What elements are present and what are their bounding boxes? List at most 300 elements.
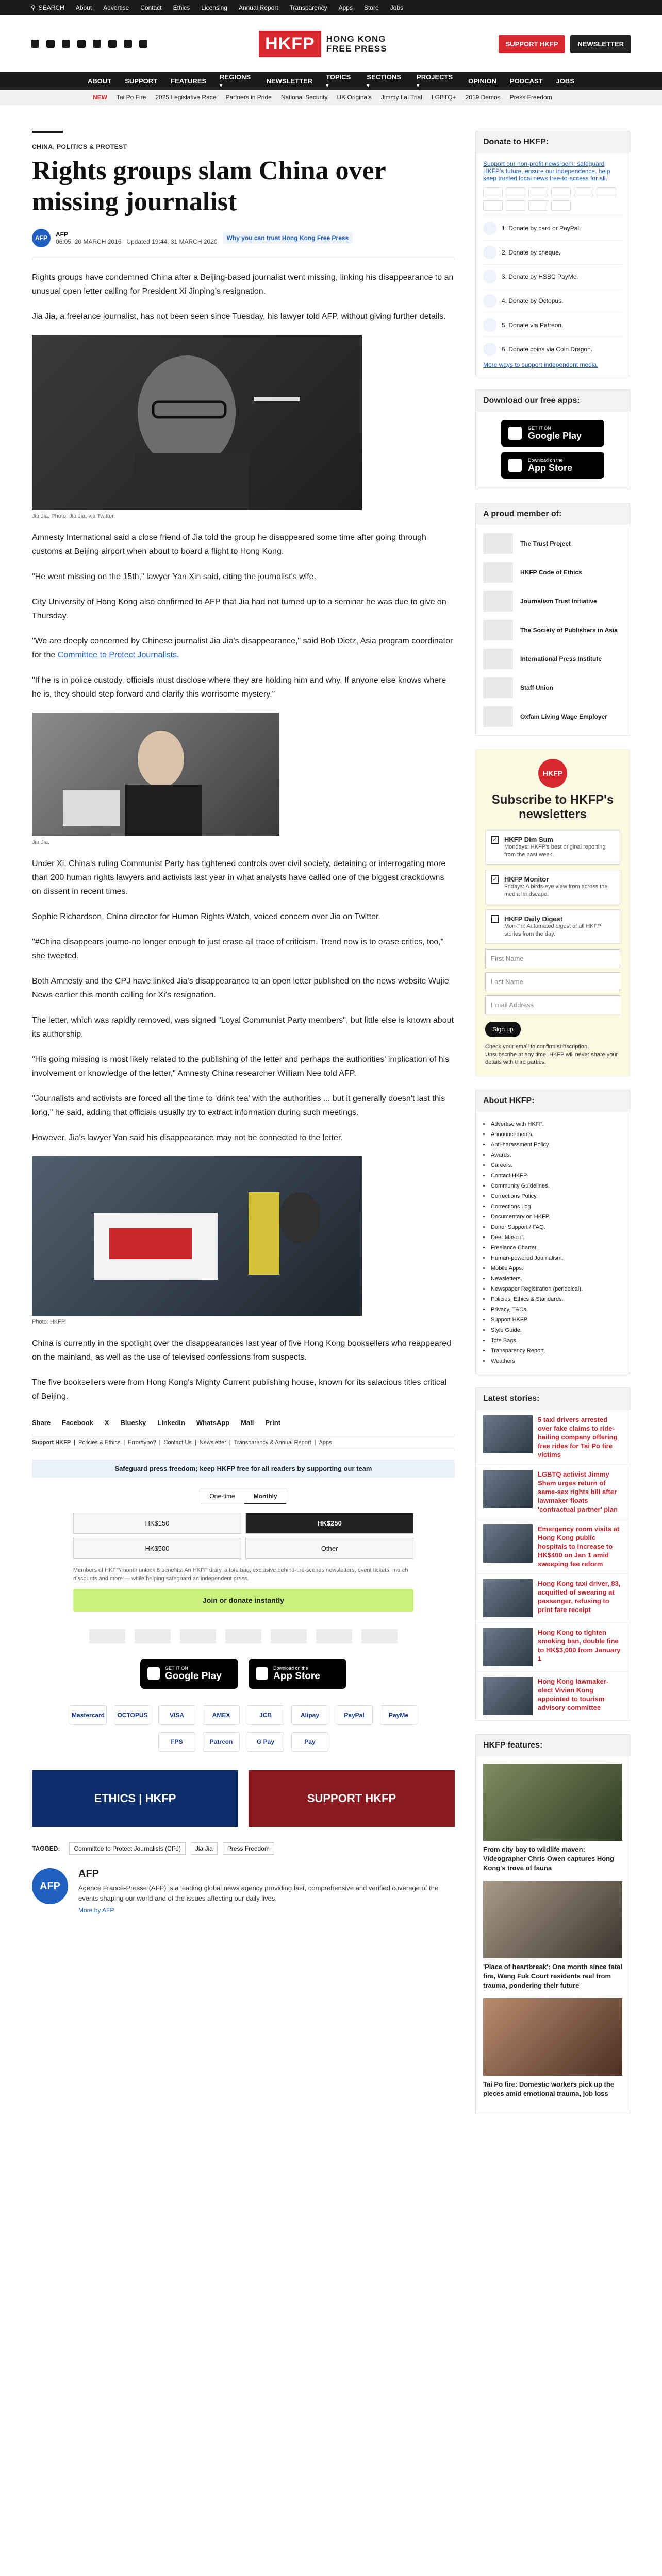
member-item[interactable] [476,673,630,702]
amex-icon [528,187,548,197]
more-by-author-link[interactable]: More by AFP [78,1907,114,1914]
nav-item[interactable]: FEATURES [171,77,207,85]
article-paragraph: "He went missing on the 15th," lawyer Yan Xin said, citing the journalist's wife. [32,572,316,581]
article-paragraph: China is currently in the spotlight over the disappearances last year of five Hong Kong booksellers who reappeared on the mainland, as well as the use of televised confessions from suspects. [32,1339,451,1362]
story-item[interactable] [476,1671,630,1720]
article-paragraph: Both Amnesty and the CPJ have linked Jia's disappearance to an open letter published on the news website Wujie News earlier this month calling for Xi's resignation. [32,977,449,999]
topbar-link[interactable]: Advertise [103,4,129,11]
app-store-small: Download on the [273,1666,308,1671]
about-link[interactable]: • Donor Support / FAQ. [483,1222,622,1232]
membership-logos-row [32,1622,455,1651]
topbar-link[interactable]: Ethics [173,4,190,11]
octopus-icon[interactable]: OCTOPUS [114,1705,151,1725]
nav-item[interactable]: SECTIONS ▾ [367,73,403,89]
topbar-link[interactable]: Contact [140,4,162,11]
app-store-buttons [32,1651,455,1697]
author-avatar[interactable]: AFP [32,229,51,247]
article-photo-jia-jia [32,335,362,510]
google-play-label: Google Play [165,1671,222,1682]
article-category[interactable]: CHINA, POLITICS & PROTEST [32,143,127,150]
trending-link[interactable]: 2019 Demos [465,94,501,101]
payment-logos [483,187,622,211]
member-logo [483,533,513,554]
updated-date: Updated 19:44, 31 MARCH 2020 [126,238,218,245]
freq-one-time[interactable]: One-time [209,1493,235,1500]
feature-image[interactable] [483,1881,622,1958]
logo-name [326,34,387,54]
ethics-logo [135,1629,171,1643]
feature-title[interactable]: From city boy to wildlife maven: Videographer Chris Owen captures Hong Kong's trove of fauna [483,1845,615,1872]
fps-icon[interactable]: FPS [158,1732,195,1752]
donate-option-label: 3. Donate by HSBC PayMe. [502,273,578,280]
mastercard-icon[interactable]: Mastercard [70,1705,107,1725]
member-logo [483,591,513,612]
alipay-icon[interactable]: Alipay [291,1705,328,1725]
logo-line-1: HONG KONG [326,34,386,44]
member-item[interactable] [476,587,630,616]
nav-item[interactable]: TOPICS ▾ [326,73,353,89]
story-title[interactable]: Emergency room visits at Hong Kong public hospitals to increase to HK$400 on Jan 1 amid sweeping fee reform [538,1525,620,1568]
amex-icon[interactable]: AMEX [203,1705,240,1725]
member-name: HKFP Code of Ethics [520,569,582,576]
story-item[interactable] [476,1573,630,1622]
member-logo [483,620,513,640]
share-mail[interactable]: Mail [241,1419,254,1427]
trending-link[interactable]: Jimmy Lai Trial [380,94,422,101]
jcb-icon [551,187,571,197]
story-title[interactable]: LGBTQ activist Jimmy Sham urges return of same-sex rights bill after lawmaker floats 'contractual partner' plan [538,1470,618,1513]
story-item[interactable] [476,1410,630,1464]
trending-link[interactable]: Partners in Pride [225,94,272,101]
article-paragraph: Rights groups have condemned China after a Beijing-based journalist went missing, linking his disappearance to an unusual open letter calling for President Xi Jinping's resignation. [32,273,454,296]
byline [32,229,455,247]
newsletter-name: HKFP Dim Sum [504,836,554,843]
member-widget [475,503,630,736]
donate-option[interactable] [483,264,622,289]
member-item[interactable] [476,558,630,587]
paypal-icon [597,187,616,197]
share-linkedin[interactable]: LinkedIn [157,1419,185,1427]
newsletter-note: Check your email to confirm subscription. Unsubscribe at any time. HKFP will never share your details with third parties. [485,1044,618,1065]
checkbox-checked-icon[interactable]: ✓ [491,836,499,844]
footer-link[interactable]: Newsletter [199,1439,226,1446]
promo-banners [32,1760,455,1837]
share-facebook[interactable]: Facebook [62,1419,93,1427]
about-link[interactable]: • Contact HKFP. [483,1171,622,1181]
bluesky-icon[interactable] [93,40,101,48]
article-photo-protest [32,1156,362,1316]
latest-stories-widget [475,1387,630,1721]
about-link[interactable]: • Support HKFP. [483,1315,622,1325]
member-item[interactable] [476,645,630,673]
jcb-icon[interactable]: JCB [247,1705,284,1725]
member-title: A proud member of: [476,503,630,525]
youtube-icon[interactable] [108,40,117,48]
story-title[interactable]: Hong Kong lawmaker-elect Vivian Kong appointed to tourism advisory committee [538,1677,609,1711]
story-thumbnail [483,1524,533,1563]
unionpay-icon [574,187,593,197]
story-title[interactable]: 5 taxi drivers arrested over fake claims to ride-hailing company offering free rides for Tai Po fire victims [538,1416,618,1459]
story-title[interactable]: Hong Kong to tighten smoking ban, double fine to HK$3,000 from January 1 [538,1629,621,1663]
story-item[interactable] [476,1519,630,1573]
newsletter-signup [475,749,630,1076]
topbar-link[interactable]: Apps [338,4,353,11]
about-link[interactable]: • Privacy, T&Cs. [483,1304,622,1315]
app-store-button[interactable] [249,1659,346,1689]
member-item[interactable] [476,616,630,645]
last-name-input[interactable]: Last Name [485,972,620,991]
story-thumbnail [483,1628,533,1666]
author-box-avatar[interactable]: AFP [32,1868,68,1904]
threads-icon[interactable] [77,40,86,48]
footer-link[interactable]: Contact Us [163,1439,192,1446]
support-banner[interactable]: SUPPORT HKFP [249,1770,455,1827]
author-box-bio: Agence France-Presse (AFP) is a leading global news agency providing fast, comprehensive and verified coverage of the events shaping our world and of the issues affecting our daily lives. [78,1884,439,1902]
newsletter-option[interactable] [485,870,620,904]
donate-intro-link[interactable]: Support our non-profit newsroom: safeguard HKFP's future, ensure our independence, help keep trusted local news free-to-access for all. [483,160,610,182]
feature-list [476,1756,630,2114]
tag-list [32,1842,455,1855]
member-item[interactable] [476,702,630,731]
member-name: Oxfam Living Wage Employer [520,713,607,720]
footer-link[interactable]: Transparency & Annual Report [234,1439,311,1446]
member-item[interactable] [476,529,630,558]
sopa-logo [225,1629,261,1643]
donate-widget [475,131,630,376]
member-logo [483,649,513,669]
member-name: Staff Union [520,684,553,691]
photo-illustration [32,713,279,836]
article [32,131,455,2128]
story-thumbnail [483,1579,533,1617]
amount-option[interactable]: HK$250 [245,1513,413,1534]
about-link[interactable]: • Policies, Ethics & Standards. [483,1294,622,1304]
sidebar [475,131,630,2128]
tag[interactable]: Committee to Protect Journalists (CPJ) [69,1842,185,1855]
donate-title: Donate to HKFP: [476,131,630,153]
x-icon[interactable] [46,40,55,48]
newsletter-logo: HKFP [538,759,567,788]
nav-item[interactable]: NEWSLETTER [266,77,313,85]
topbar-link[interactable]: Annual Report [238,4,278,11]
topbar-link[interactable]: Licensing [201,4,227,11]
freq-monthly[interactable]: Monthly [244,1488,287,1504]
story-thumbnail [483,1470,533,1508]
payme-icon [483,200,503,211]
story-item[interactable] [476,1464,630,1519]
footer-link[interactable]: Support HKFP [32,1439,71,1446]
safeguard-banner: Safeguard press freedom; keep HKFP free for all readers by supporting our team [32,1460,455,1478]
tag[interactable]: Press Freedom [223,1842,274,1855]
topbar-link[interactable]: Jobs [390,4,403,11]
story-thumbnail [483,1415,533,1453]
newsletter-button[interactable]: NEWSLETTER [570,35,631,53]
divider [32,131,63,133]
trending-link[interactable]: 2025 Legislative Race [155,94,217,101]
article-paragraph: "Journalists and activists are forced all the time to 'drink tea' with the authorities ... but it generally doesn't last this long," he said, adding that officials usually try to extract information during such meetings. [32,1094,445,1117]
donation-widget [32,1478,455,1622]
feature-image[interactable] [483,1998,622,2076]
features-widget [475,1734,630,2114]
about-link[interactable]: • Mobile Apps. [483,1263,622,1274]
app-store-label: App Store [273,1671,320,1682]
checkbox-checked-icon[interactable]: ✓ [491,875,499,884]
social-links [31,40,147,48]
member-name: The Society of Publishers in Asia [520,626,618,634]
trending-link[interactable]: Press Freedom [509,94,552,101]
trending-bar [0,90,662,105]
photo-caption: Jia Jia. Photo: Jia Jia, via Twitter. [32,513,115,519]
topbar-link[interactable]: Transparency [289,4,327,11]
share-print[interactable]: Print [265,1419,281,1427]
nav-item[interactable]: JOBS [556,77,574,85]
about-link[interactable]: • Newspaper Registration (periodical). [483,1284,622,1294]
amount-option[interactable]: Other [245,1538,413,1559]
newsletter-name: HKFP Daily Digest [504,915,563,923]
about-link[interactable]: • Human-powered Journalism. [483,1253,622,1263]
ethics-banner[interactable]: ETHICS | HKFP [32,1770,238,1827]
trending-label: NEW [93,94,107,101]
support-button[interactable]: SUPPORT HKFP [499,35,566,53]
trust-link[interactable]: Why you can trust Hong Kong Free Press [223,232,353,244]
join-donate-button[interactable]: Join or donate instantly [73,1589,413,1612]
google-play-small: GET IT ON [528,425,551,431]
logo-line-2: FREE PRESS [326,44,387,54]
share-bar [32,1415,455,1431]
about-link[interactable]: • Anti-harassment Policy. [483,1140,622,1150]
signup-button[interactable]: Sign up [485,1022,521,1037]
article-paragraph: Under Xi, China's ruling Communist Party has tightened controls over civil society, detaining or interrogating more than 200 human rights lawyers and activists last year in what analysts have called one of the biggest crackdowns on dissent in recent times. [32,859,446,896]
photo-caption: Jia Jia. [32,839,50,845]
app-store-small: Download on the [528,457,563,463]
about-link[interactable]: • Newsletters. [483,1274,622,1284]
gpay-icon [551,200,571,211]
article-paragraph: Amnesty International said a close friend of Jia told the group he disappeared some time after going through customs at Beijing airport when about to board a flight to Hong Kong. [32,533,426,556]
coin-icon [483,343,496,356]
nav-item[interactable]: SUPPORT [125,77,158,85]
top-utility-bar [0,0,662,15]
about-link[interactable]: • Advertise with HKFP. [483,1119,622,1129]
site-header [0,15,662,72]
about-link[interactable]: • Community Guidelines. [483,1181,622,1191]
topbar-link[interactable]: About [75,4,92,11]
main-nav [0,72,662,90]
about-link[interactable]: • Style Guide. [483,1325,622,1335]
about-list [476,1112,630,1374]
latest-title: Latest stories: [476,1388,630,1410]
more-ways-link[interactable]: More ways to support independent media. [483,361,599,368]
newsletter-desc: Mondays: HKFP's best original reporting from the past week. [504,844,606,858]
article-title: Rights groups slam China over missing journalist [32,156,386,216]
about-link[interactable]: • Awards. [483,1150,622,1160]
newsletter-option[interactable] [485,830,620,865]
features-title: HKFP features: [476,1735,630,1756]
trending-link[interactable]: Tai Po Fire [117,94,146,101]
nav-item[interactable]: PODCAST [510,77,543,85]
site-logo[interactable] [259,31,387,57]
donate-option[interactable] [483,216,622,240]
amount-option[interactable]: HK$500 [73,1538,241,1559]
google-play-label: Google Play [528,430,582,441]
member-logo [483,677,513,698]
search-toggle[interactable] [31,4,64,11]
facebook-icon[interactable] [31,40,39,48]
about-link[interactable]: • Weathers [483,1356,622,1366]
about-link[interactable]: • Deer Mascot. [483,1232,622,1243]
instagram-icon[interactable] [62,40,70,48]
article-paragraph [32,634,455,662]
google-play-button[interactable] [140,1659,238,1689]
author-box-name[interactable]: AFP [78,1868,99,1879]
frequency-toggle [200,1488,287,1504]
donate-option[interactable] [483,289,622,313]
linkedin-icon[interactable] [124,40,132,48]
story-thumbnail [483,1677,533,1715]
checkbox-icon[interactable] [491,915,499,923]
feature-image[interactable] [483,1764,622,1841]
donate-option[interactable] [483,313,622,337]
trending-link[interactable]: LGBTQ+ [431,94,456,101]
story-item[interactable] [476,1622,630,1671]
about-link[interactable]: • Freelance Charter. [483,1243,622,1253]
page-content [32,105,630,2128]
donate-option-label: 6. Donate coins via Coin Dragon. [502,346,593,353]
paragraph-text: "We are deeply concerned by Chinese journalist Jia Jia's disappearance," said Bob Dietz, Asia program coordinator for the [32,637,453,659]
article-paragraph: Sophie Richardson, China director for Human Rights Watch, voiced concern over Jia on Twitter. [32,912,380,921]
donate-option-label: 1. Donate by card or PayPal. [502,225,581,232]
ipi-logo [271,1629,307,1643]
mastercard-icon [483,187,503,197]
apps-widget [475,389,630,489]
payme-icon[interactable]: PayMe [380,1705,417,1725]
amount-options [73,1513,413,1559]
article-paragraph: "His going missing is most likely related to the publishing of the letter and perhaps the authorities' implication of his involvement or knowledge of the letter," Amnesty China researcher William Nee told AFP. [32,1055,450,1078]
tags-label: TAGGED: [32,1845,60,1852]
about-link[interactable]: • Announcements. [483,1129,622,1140]
telegram-icon[interactable] [139,40,147,48]
story-title[interactable]: Hong Kong taxi driver, 83, acquitted of swearing at passenger, refusing to print fare receipt [538,1580,621,1614]
member-logo [483,706,513,727]
fps-icon [506,200,525,211]
footer-link[interactable]: Apps [319,1439,332,1446]
about-link[interactable]: • Corrections Log. [483,1201,622,1212]
applepay-icon[interactable]: Pay [291,1732,328,1752]
about-title: About HKFP: [476,1090,630,1112]
newsletter-desc: Fridays: A birds-eye view from across the media landscape. [504,884,608,897]
union-logo [316,1629,352,1643]
nav-item[interactable]: PROJECTS ▾ [417,73,455,89]
about-link[interactable]: • Careers. [483,1160,622,1171]
donate-option[interactable] [483,240,622,264]
newsletter-option[interactable] [485,909,620,944]
google-play-button[interactable] [501,420,604,447]
membership-note: Members of HKFP/month unlock 8 benefits: An HKFP diary, a tote bag, exclusive behind-the-scenes newsletters, event tickets, merch discounts and more — while helping safeguard an independent press. [73,1567,408,1582]
trust-project-logo [89,1629,125,1643]
gpay-icon[interactable]: G Pay [247,1732,284,1752]
octopus-icon [528,200,548,211]
email-input[interactable]: Email Address [485,995,620,1014]
article-footer-links: Support HKFP | Policies & Ethics | Error/typo? | Contact Us | Newsletter | Transparency & Annual Report | Apps [32,1435,455,1450]
article-paragraph: "#China disappears journo-no longer enough to just erase all trace of criticism. Trend now is to erase critics, too," she tweeted. [32,938,444,960]
paypal-icon[interactable]: PayPal [336,1705,373,1725]
amount-option[interactable]: HK$150 [73,1513,241,1534]
search-label: SEARCH [38,4,64,11]
cheque-icon [483,246,496,259]
visa-icon [506,187,525,197]
article-paragraph: Jia Jia, a freelance journalist, has not been seen since Tuesday, his lawyer told AFP, without giving further details. [32,312,446,321]
article-paragraph: "If he is in police custody, officials must disclose where they are holding him and why. If anyone else knows where he is, they should step forward and clarify this worrisome mystery." [32,676,446,699]
share-label: Share [32,1419,51,1427]
feature-title[interactable]: 'Place of heartbreak': One month since fatal fire, Wang Fuk Court residents reel from trauma, pondering their future [483,1963,622,1989]
portrait-illustration [32,335,362,510]
donate-option-label: 2. Donate by cheque. [502,249,561,256]
share-whatsapp[interactable]: WhatsApp [196,1419,230,1427]
tag[interactable]: Jia Jia [191,1842,218,1855]
payme-icon [483,270,496,283]
nav-item[interactable]: REGIONS ▾ [220,73,253,89]
nav-item[interactable]: ABOUT [88,77,112,85]
article-paragraph: City University of Hong Kong also confirmed to AFP that Jia had not turned up to a seminar he was due to give on Thursday. [32,598,446,620]
member-name: International Press Institute [520,655,602,663]
newsletter-desc: Mon-Fri: Automated digest of all HKFP stories from the day. [504,923,601,937]
about-widget [475,1090,630,1374]
about-link[interactable]: • Tote Bags. [483,1335,622,1346]
visa-icon[interactable]: VISA [158,1705,195,1725]
member-logo [483,562,513,583]
footer-link[interactable]: Error/typo? [128,1439,156,1446]
app-store-label: App Store [528,462,573,473]
article-paragraph: The five booksellers were from Hong Kong's Mighty Current publishing house, known for its salacious titles critical of Beijing. [32,1378,447,1401]
author-name[interactable]: AFP [56,231,68,238]
footer-link[interactable]: Policies & Ethics [78,1439,121,1446]
topbar-link[interactable]: Store [363,4,379,11]
patreon-icon [483,318,496,332]
app-store-button[interactable] [501,452,604,479]
google-play-small: GET IT ON [165,1666,188,1671]
trending-link[interactable]: UK Originals [337,94,372,101]
apps-title: Download our free apps: [476,390,630,412]
patreon-icon[interactable]: Patreon [203,1732,240,1752]
article-photo-jia-jia-2 [32,713,279,836]
author-box [32,1868,455,1914]
donate-option-label: 4. Donate by Octopus. [502,297,564,304]
trending-link[interactable]: National Security [280,94,328,101]
logo-box: HKFP [259,31,321,57]
share-bluesky[interactable]: Bluesky [120,1419,146,1427]
first-name-input[interactable]: First Name [485,949,620,968]
published-date: 06:05, 20 MARCH 2016 [56,238,122,245]
feature-title[interactable]: Tai Po fire: Domestic workers pick up the pieces amid emotional trauma, job loss [483,2080,615,2097]
octopus-icon [483,294,496,308]
cpj-link[interactable]: Committee to Protect Journalists. [57,651,179,659]
jti-logo [180,1629,216,1643]
share-x[interactable]: X [104,1419,109,1427]
header-actions [499,35,631,53]
member-name: Journalism Trust Initiative [520,598,597,605]
about-link[interactable]: • Corrections Policy. [483,1191,622,1201]
byline-meta [56,231,218,245]
search-icon: ⚲ [31,4,36,11]
about-link[interactable]: • Transparency Report. [483,1346,622,1356]
photo-caption: Photo: HKFP. [32,1319,66,1325]
donate-option[interactable] [483,337,622,361]
card-icon [483,222,496,235]
donate-option-label: 5. Donate via Patreon. [502,321,564,329]
oxfam-logo [361,1629,398,1643]
article-paragraph: However, Jia's lawyer Yan said his disappearance may not be connected to the letter. [32,1133,343,1142]
nav-item[interactable]: OPINION [468,77,497,85]
about-link[interactable]: • Documentary on HKFP. [483,1212,622,1222]
